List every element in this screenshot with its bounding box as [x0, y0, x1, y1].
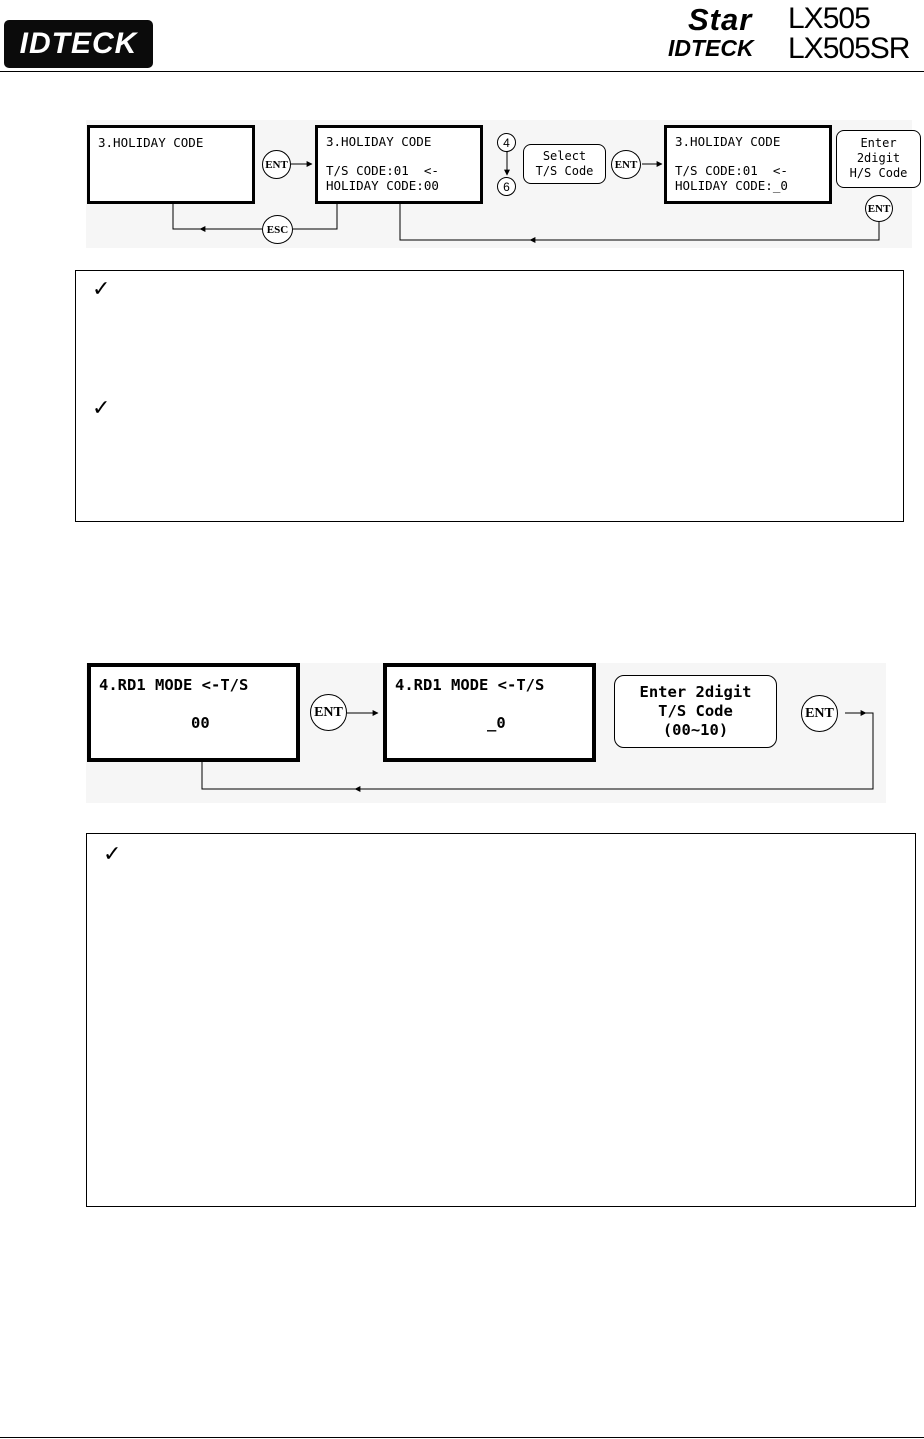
enter-hs-code-note: Enter 2digit H/S Code [836, 130, 921, 188]
footer-divider [0, 1437, 924, 1438]
key-4-icon: 4 [497, 133, 516, 152]
ent-key-icon: ENT [801, 695, 838, 732]
esc-key-icon: ESC [262, 215, 293, 244]
ent-key-icon: ENT [865, 195, 893, 222]
select-ts-code-note: Select T/S Code [523, 144, 606, 184]
ent-key-icon: ENT [262, 150, 291, 179]
lcd-line: T/S CODE:01 <- [675, 163, 788, 178]
lcd-line: HOLIDAY CODE:_0 [675, 178, 788, 193]
model-name-lx505: LX505 [788, 2, 870, 35]
check-icon: ✓ [103, 842, 122, 867]
lcd-line: 4.RD1 MODE <-T/S [395, 676, 545, 694]
ent-key-icon: ENT [310, 694, 347, 731]
lcd-line: 00 [191, 714, 210, 732]
enter-ts-code-note: Enter 2digit T/S Code (00~10) [614, 675, 777, 748]
idteck-brand-logo: IDTECK [668, 35, 754, 61]
lcd-line: _0 [487, 714, 506, 732]
key-6-icon: 6 [497, 177, 516, 196]
idteck-logo: IDTECK [4, 20, 153, 68]
model-name-lx505sr: LX505SR [788, 32, 910, 65]
check-icon: ✓ [92, 277, 111, 302]
star-brand-logo: Star [688, 2, 753, 37]
lcd-line: 3.HOLIDAY CODE [675, 134, 781, 149]
lcd-line: T/S CODE:01 <- [326, 163, 439, 178]
check-icon: ✓ [92, 396, 111, 421]
lcd-line: HOLIDAY CODE:00 [326, 178, 439, 193]
ent-key-icon: ENT [611, 150, 641, 179]
lcd-line: 3.HOLIDAY CODE [98, 135, 204, 150]
lcd-rd1-mode-entry [383, 663, 596, 762]
rd1-mode-notes-box [86, 833, 916, 1207]
lcd-line: 4.RD1 MODE <-T/S [99, 676, 249, 694]
lcd-rd1-mode-menu [87, 663, 300, 762]
lcd-line: 3.HOLIDAY CODE [326, 134, 432, 149]
